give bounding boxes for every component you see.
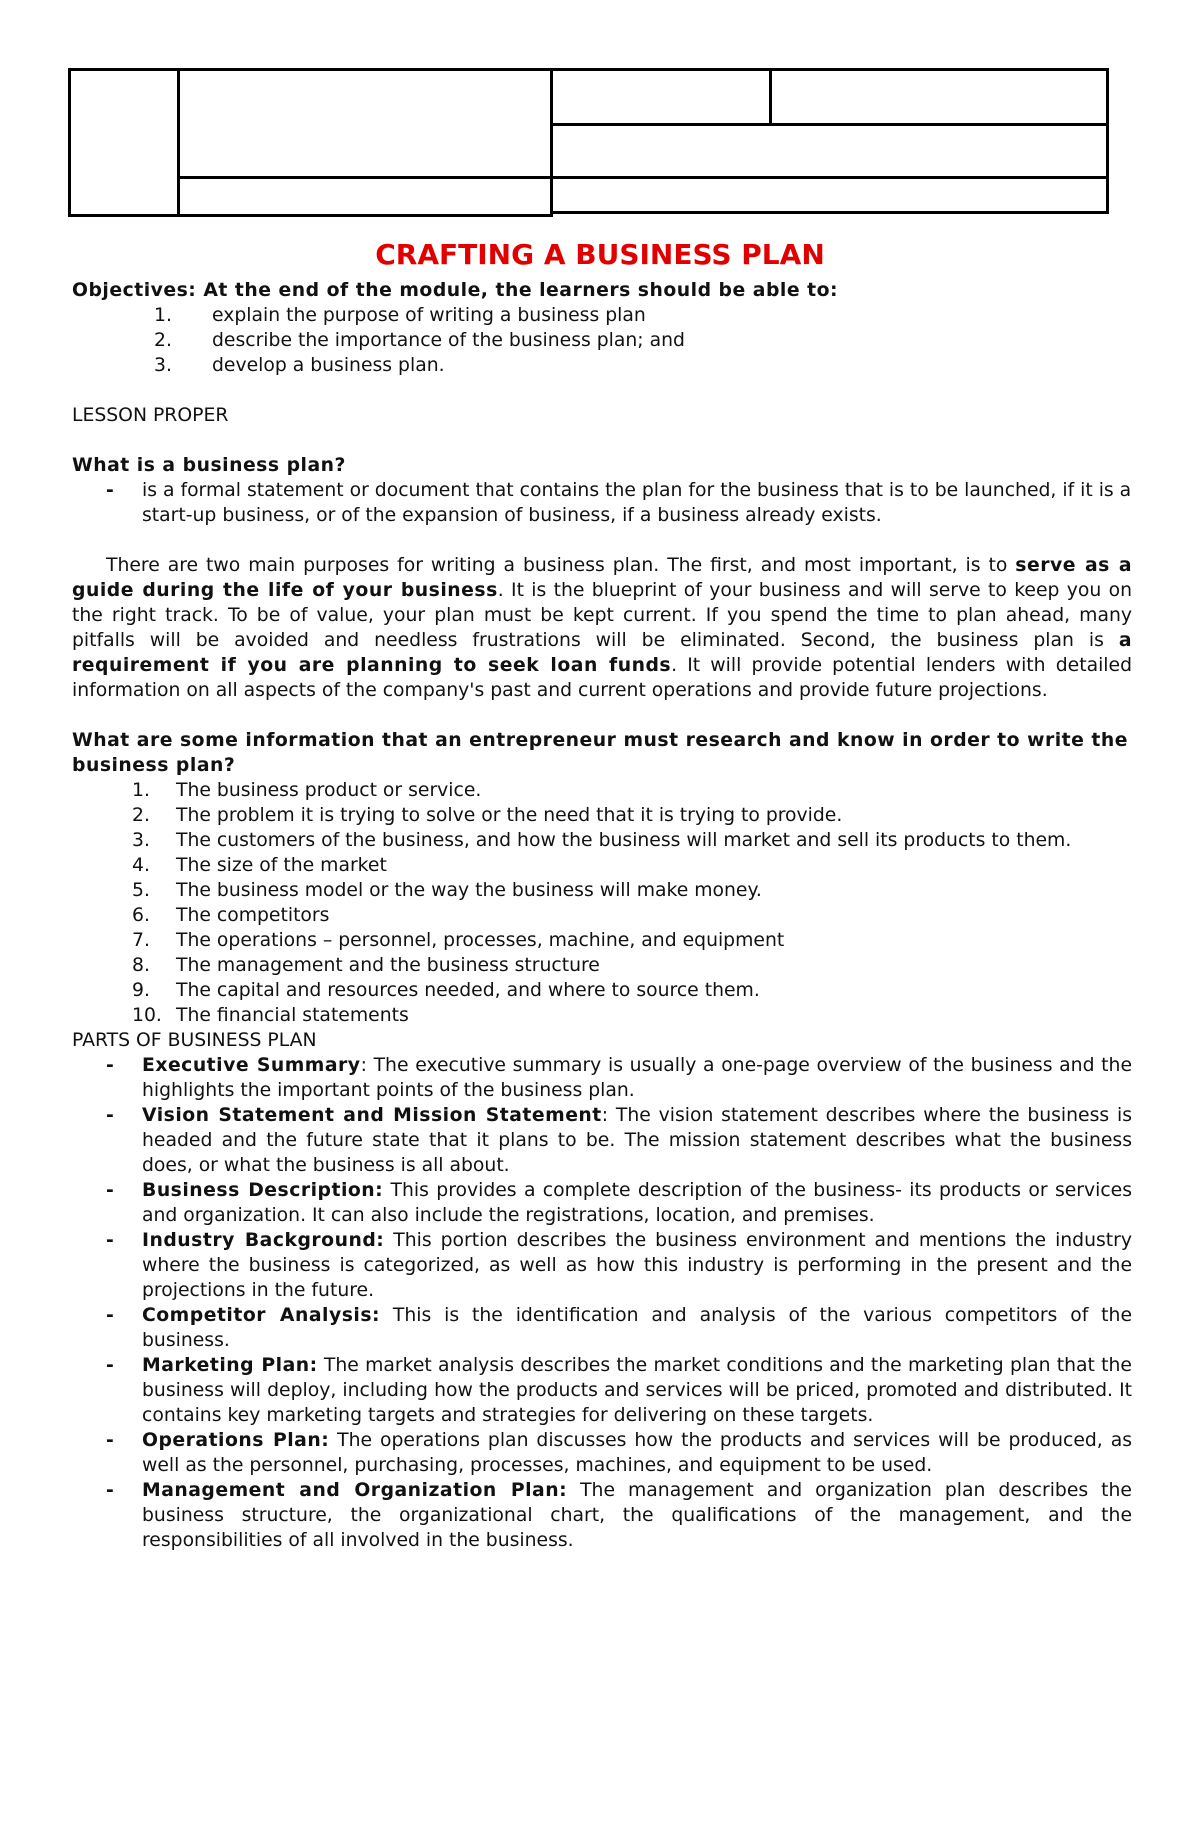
what-is-answer: - is a formal statement or document that contains the plan for the business that is to be launched, if it is a start-up business, or of the expansion of business, if a business already exists.: [106, 480, 1132, 526]
list-item: 9. The capital and resources needed, and where to source them.: [132, 980, 760, 1001]
module-content: [72, 278, 1132, 1553]
part-item-business-description: - Business Description: This provides a complete description of the business- its products or services and organization. It can also include the registrations, location, and premises.: [106, 1180, 1133, 1226]
parts-heading: PARTS OF BUSINESS PLAN: [72, 1030, 317, 1051]
list-item: 8. The management and the business structure: [132, 955, 600, 976]
header-cell-subject: [550, 68, 772, 126]
list-item: 7. The operations – personnel, processes, machine, and equipment: [132, 930, 785, 951]
what-is-question: What is a business plan?: [72, 455, 346, 476]
list-item: 6. The competitors: [132, 905, 330, 926]
list-item: 3. The customers of the business, and how the business will market and sell its products to them.: [132, 830, 1072, 851]
lesson-heading: LESSON PROPER: [72, 405, 229, 426]
list-item: 5. The business model or the way the business will make money.: [132, 880, 762, 901]
objectives-heading: Objectives: At the end of the module, the learners should be able to:: [72, 280, 838, 301]
part-item-marketing-plan: - Marketing Plan: The market analysis describes the market conditions and the marketing plan that the business will deploy, including how the products and services will be priced, promoted and distributed. It contains key marketing targets and strategies for delivering on these targets.: [106, 1355, 1132, 1426]
list-item: 4. The size of the market: [132, 855, 387, 876]
part-item-industry-background: - Industry Background: This portion describes the business environment and mentions the industry where the business is categorized, as well as how this industry is performing in the present and the projections in the future.: [106, 1230, 1132, 1301]
research-list: [72, 778, 1132, 1028]
header-cell-name: [177, 176, 553, 217]
part-item-operations-plan: - Operations Plan: The operations plan discusses how the products and services will be produced, as well as the personnel, purchasing, processes, machines, and equipment to be used.: [106, 1430, 1132, 1476]
header-cell-grade: [550, 123, 1109, 179]
part-item-management-plan: - Management and Organization Plan: The management and organization plan describes the business structure, the organizational chart, the qualifications of the management, and the responsibilities of all involved in the business.: [106, 1480, 1132, 1551]
objective-item: 3. develop a business plan.: [154, 355, 445, 376]
list-item: 2. The problem it is trying to solve or the need that it is trying to provide.: [132, 805, 843, 826]
objectives-list: [72, 303, 1132, 378]
header-cell-section: [550, 176, 1109, 214]
part-item-vision-mission: - Vision Statement and Mission Statement: The vision statement describes where the business is headed and the future state that it plans to be. The mission statement describes what the business does, or what the business is all about.: [106, 1105, 1132, 1176]
part-item-competitor-analysis: - Competitor Analysis: This is the identification and analysis of the various competitors of the business.: [106, 1305, 1132, 1351]
purposes-paragraph: There are two main purposes for writing a business plan. The first, and most important, is to serve as a guide during the life of your business. It is the blueprint of your business and will serve to keep you on the right track. To be of value, your plan must be kept current. If you spend the time to plan ahead, many pitfalls will be avoided and needless frustrations will be eliminated. Second, the business plan is a requirement if you are planning to seek loan funds. It will provide potential lenders with detailed information on all aspects of the company's past and current operations and provide future projections.: [72, 555, 1133, 701]
list-item: 10. The financial statements: [132, 1005, 409, 1026]
list-item: 1. The business product or service.: [132, 780, 482, 801]
objective-item: 2. describe the importance of the business plan; and: [154, 330, 685, 351]
research-question: What are some information that an entrepreneur must research and know in order to write the business plan?: [72, 730, 1128, 776]
objective-item: 1. explain the purpose of writing a business plan: [154, 305, 646, 326]
part-item-executive-summary: - Executive Summary: The executive summary is usually a one-page overview of the business and the highlights the important points of the business plan.: [106, 1055, 1133, 1101]
page-title: CRAFTING A BUSINESS PLAN: [375, 238, 825, 271]
header-cell-date: [769, 68, 1109, 126]
parts-list: [72, 1053, 1132, 1553]
header-cell-logo: [68, 68, 180, 217]
header-cell-school: [177, 68, 553, 179]
header-table: [0, 0, 1200, 230]
